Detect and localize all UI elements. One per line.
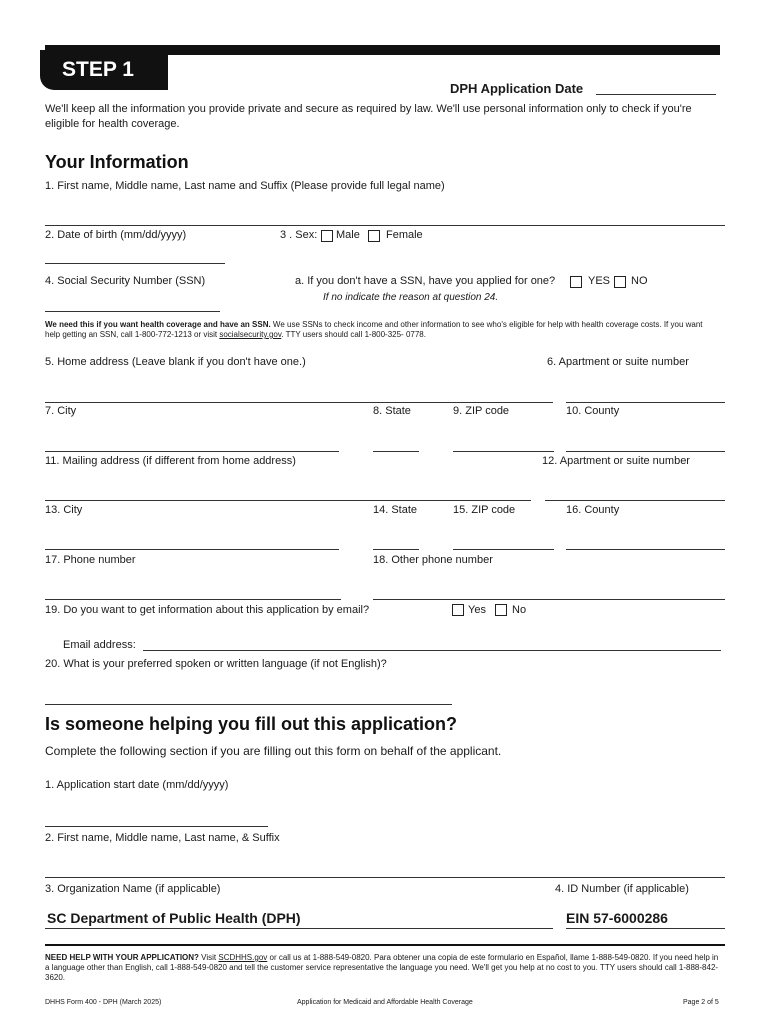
q17-label: 17. Phone number	[45, 554, 136, 566]
qa-note: If no indicate the reason at question 24.	[323, 292, 499, 303]
help-visit: Visit	[198, 953, 219, 962]
form-title: Application for Medicaid and Affordable Health Coverage	[297, 999, 473, 1006]
q16-label: 16. County	[566, 504, 620, 516]
female-checkbox[interactable]	[368, 230, 380, 242]
q9-label: 9. ZIP code	[453, 405, 510, 417]
help-bold: NEED HELP WITH YOUR APPLICATION?	[45, 953, 199, 962]
id-number-field[interactable]	[566, 928, 725, 929]
q18-label: 18. Other phone number	[373, 554, 493, 566]
scdhhs-link[interactable]: SCDHHS.gov	[218, 953, 268, 962]
email-yes-checkbox[interactable]	[452, 604, 464, 616]
q4-label: 4. Social Security Number (SSN)	[45, 275, 206, 287]
q6-label: 6. Apartment or suite number	[547, 356, 689, 368]
q2-label: 2. Date of birth (mm/dd/yyyy)	[45, 229, 187, 241]
q15-label: 15. ZIP code	[453, 504, 516, 516]
qa-label: a. If you don't have a SSN, have you applied for one?	[295, 275, 556, 287]
home-address-field[interactable]	[45, 402, 553, 403]
other-phone-field[interactable]	[373, 599, 725, 600]
email-no-checkbox[interactable]	[495, 604, 507, 616]
q7-label: 7. City	[45, 405, 77, 417]
q13-label: 13. City	[45, 504, 83, 516]
h3-label: 3. Organization Name (if applicable)	[45, 883, 221, 895]
form-id: DHHS Form 400 - DPH (March 2025)	[45, 999, 162, 1006]
ssn-note	[45, 320, 715, 340]
zip-field[interactable]	[453, 451, 554, 452]
phone-field[interactable]	[45, 599, 341, 600]
page-number: Page 2 of 5	[683, 999, 719, 1006]
mailing-address-field[interactable]	[45, 500, 531, 501]
q20-label: 20. What is your preferred spoken or written language (if not English)?	[45, 658, 387, 670]
male-label: Male	[336, 229, 360, 241]
mailing-state-field[interactable]	[373, 549, 419, 550]
ssn-note-bold: We need this if you want health coverage and have an SSN.	[45, 320, 271, 329]
ssn-note-end: . TTY users should call 1-800-325- 0778.	[281, 330, 426, 339]
dph-date-field[interactable]	[596, 94, 716, 95]
id-number-value: EIN 57-6000286	[566, 910, 668, 926]
mailing-zip-field[interactable]	[453, 549, 554, 550]
q8-label: 8. State	[373, 405, 411, 417]
email-field[interactable]	[143, 650, 721, 651]
privacy-text: We'll keep all the information you provide private and secure as required by law. We'll use personal information only to check if you're eligible for health coverage.	[45, 103, 692, 130]
footer-divider	[45, 944, 725, 946]
email-label: Email address:	[63, 639, 136, 651]
h4-label: 4. ID Number (if applicable)	[555, 883, 689, 895]
start-date-field[interactable]	[45, 826, 268, 827]
city-field[interactable]	[45, 451, 339, 452]
full-name-field[interactable]	[45, 225, 725, 226]
ssn-applied-no-checkbox[interactable]	[614, 276, 626, 288]
male-checkbox[interactable]	[321, 230, 333, 242]
state-field[interactable]	[373, 451, 419, 452]
q5-label: 5. Home address (Leave blank if you don't have one.)	[45, 356, 306, 368]
q12-label: 12. Apartment or suite number	[542, 455, 690, 467]
mailing-county-field[interactable]	[566, 549, 725, 550]
county-field[interactable]	[566, 451, 725, 452]
q1-label: 1. First name, Middle name, Last name and Suffix (Please provide full legal name)	[45, 180, 445, 192]
email-no-label: No	[512, 604, 527, 616]
step-tab	[40, 50, 168, 90]
q3-label: 3 . Sex:	[280, 229, 318, 241]
q14-label: 14. State	[373, 504, 418, 516]
ssn-applied-no-label: NO	[631, 275, 648, 287]
h1-label: 1. Application start date (mm/dd/yyyy)	[45, 779, 229, 791]
ssn-note-text: We use SSNs to check income and other information to see who's eligible for help with health coverage costs. If you want help getting an SSN, call 1-800-772-1213 or visit	[45, 320, 703, 339]
ssn-link[interactable]: socialsecurity.gov	[219, 330, 282, 339]
helper-subtitle: Complete the following section if you are filling out this form on behalf of the applicant.	[45, 744, 502, 758]
h2-label: 2. First name, Middle name, Last name, & Suffix	[45, 832, 280, 844]
section-title-your-information: Your Information	[45, 152, 189, 172]
apt-field[interactable]	[566, 402, 725, 403]
email-yes-label: Yes	[468, 604, 486, 616]
mailing-apt-field[interactable]	[545, 500, 725, 501]
help-text	[45, 953, 721, 983]
helper-name-field[interactable]	[45, 877, 725, 878]
q19-label: 19. Do you want to get information about this application by email?	[45, 604, 370, 616]
org-name-value: SC Department of Public Health (DPH)	[47, 910, 301, 926]
q10-label: 10. County	[566, 405, 620, 417]
help-rest: or call us at 1-888-549-0820. Para obtener una copia de este formulario en Español, llame 1-888-549-0820. If you need help in a language other than English, call 1-888-549-0820 and tell the customer service representative the language you need. We'll get you help at no cost to you. TTY users should call 1-888-842-3620.	[45, 953, 719, 982]
ssn-applied-yes-checkbox[interactable]	[570, 276, 582, 288]
dob-field[interactable]	[45, 263, 225, 264]
ssn-field[interactable]	[45, 311, 220, 312]
q11-label: 11. Mailing address (if different from home address)	[45, 455, 296, 467]
language-field[interactable]	[45, 704, 452, 705]
dph-date-label: DPH Application Date	[450, 81, 584, 96]
step-label: STEP 1	[62, 58, 134, 81]
ssn-applied-yes-label: YES	[588, 275, 611, 287]
female-label: Female	[386, 229, 423, 241]
org-name-field[interactable]	[45, 928, 553, 929]
section-title-helper: Is someone helping you fill out this application?	[45, 714, 458, 734]
mailing-city-field[interactable]	[45, 549, 339, 550]
